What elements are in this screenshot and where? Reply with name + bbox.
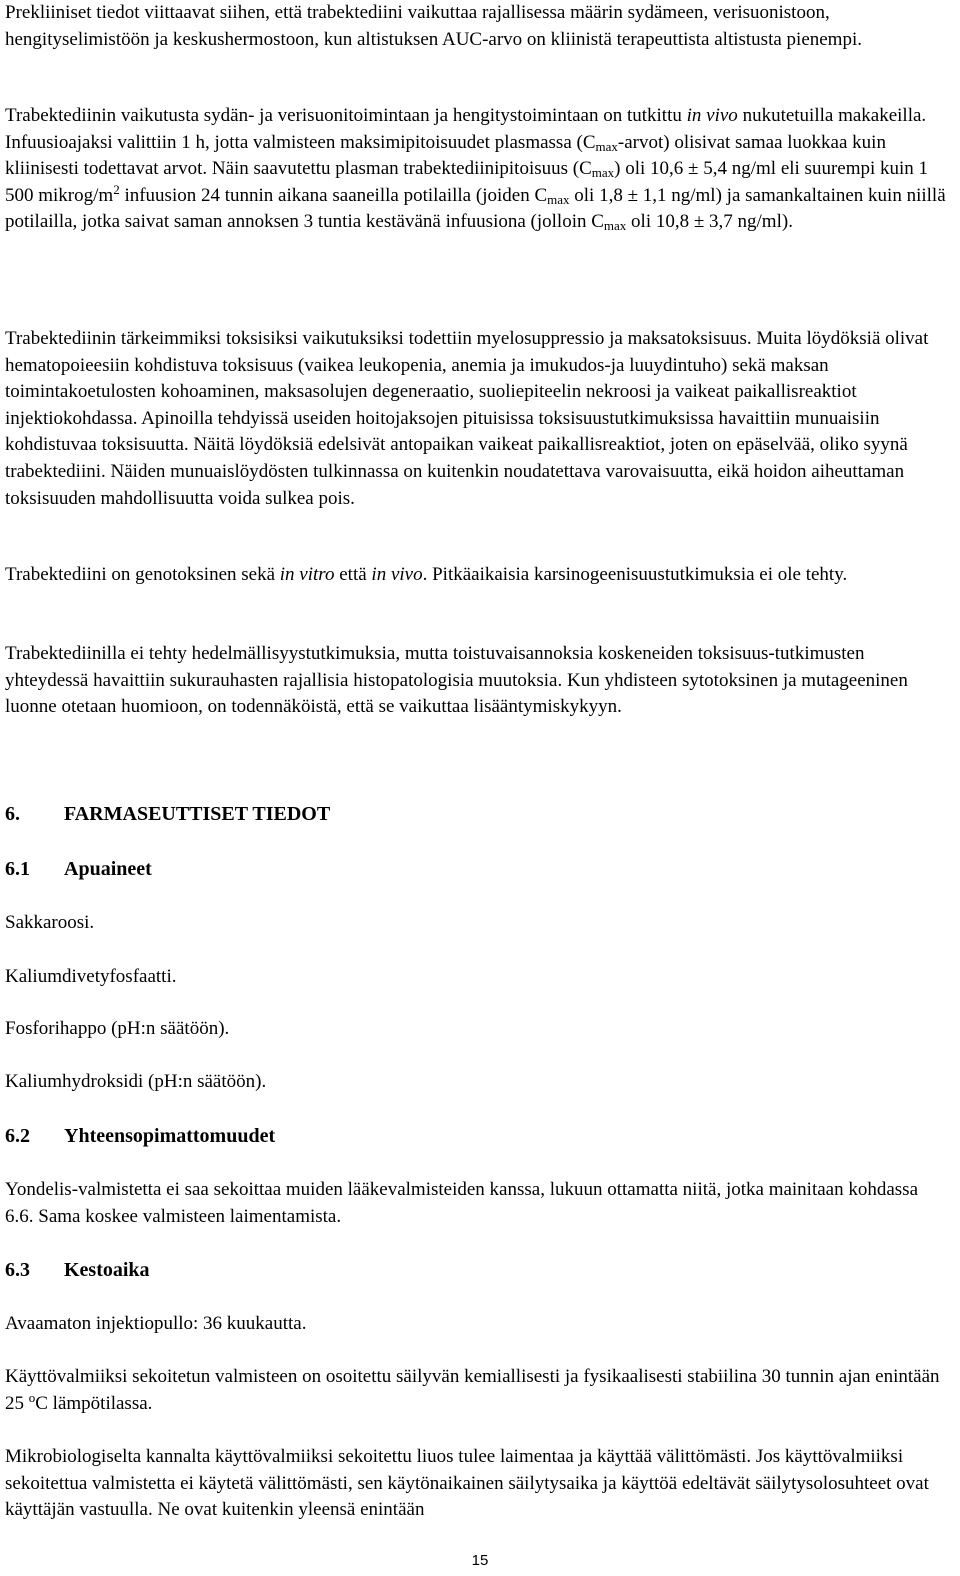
page-number: 15 [471, 1552, 489, 1569]
paragraph-cardiovascular: Trabektediinin vaikutusta sydän- ja verisuonitoimintaan ja hengitystoimintaan on tutkittu in vivo nukutetuilla makakeilla. Infuusioajaksi valittiin 1 h, jotta valmisteen maksimipitoisuudet plasmassa $(C_{max}-arvot)$ olisivat samaa luokkaa kuin kliinisesti todettavat arvot. Näin saavutettu plasman trabektediinipitoisuus $(C_{max})$ oli 10,6 ± 5,4 ng/ml eli suurempi kuin 1 500 mikrog/$m^2$ infuusion 24 tunnin aikana saaneilla potilailla (joiden $C_{max}$ oli 1,8 ± 1,1 ng/ml) ja samankaltainen kuin niillä potilailla, jotka saivat saman annoksen 3 tuntia kestävänä infuusiona (jolloin $C_{max}$ oli 10,8 ± 3,7 ng/ml). [5, 105, 946, 234]
section-heading-6: 6. FARMASEUTTISET TIEDOT [5, 803, 331, 825]
paragraph-shelf-life-reconstituted: Käyttövalmiiksi sekoitetun valmisteen on osoitettu säilyvän kemiallisesti ja fysikaalisesti stabiilina 30 tunnin ajan enintään 25 $^o$C lämpötilassa. [5, 1366, 940, 1414]
excipient-item: Kaliumdivetyfosfaatti. [5, 966, 177, 987]
paragraph-shelf-life-unopened: Avaamaton injektiopullo: 36 kuukautta. [5, 1313, 307, 1334]
paragraph-toxicity: Trabektediinin tärkeimmiksi toksisiksi vaikutuksiksi todettiin myelosuppressio ja maksatoksisuus. Muita löydöksiä olivat hematopoieesiin kohdistuva toksisuus (vaikea leukopenia, anemia ja imukudos-ja luuydintuho) sekä maksan toimintakoetulosten kohoaminen, maksasolujen degeneraatio, suoliepiteelin nekroosi ja vaikeat paikallisreaktiot injektiokohdassa. Apinoilla tehdyissä useiden hoitojaksojen pituisissa toksisuustutkimuksissa havaittiin munuaisiin kohdistuvaa toksisuutta. Näitä löydöksiä edelsivät antopaikan vaikeat paikallisreaktiot, joten on epäselvää, oliko syynä trabektediini. Näiden munuaislöydösten tulkinnassa on kuitenkin noudatettava varovaisuutta, eikä hoidon aiheuttaman toksisuuden mahdollisuutta voida sulkea pois. [5, 328, 929, 509]
section-heading-6-1: 6.1 Apuaineet [5, 858, 152, 880]
paragraph-preclinical: Prekliiniset tiedot viittaavat siihen, että trabektediini vaikuttaa rajallisessa määrin sydämeen, verisuonistoon, hengityselimistöön ja keskushermostoon, kun altistuksen AUC-arvo on kliinistä terapeuttista altistusta pienempi. [5, 2, 862, 50]
paragraph-microbiological: Mikrobiologiselta kannalta käyttövalmiiksi sekoitettu liuos tulee laimentaa ja käyttää välittömästi. Jos käyttövalmiiksi sekoitettua valmistetta ei käytetä välittömästi, sen käytönaikainen säilytysaika ja käyttöä edeltävät säilytysolosuhteet ovat käyttäjän vastuulla. Ne ovat kuitenkin yleensä enintään [5, 1446, 929, 1521]
paragraph-genotoxicity: Trabektediini on genotoksinen sekä in vitro että in vivo. Pitkäaikaisia karsinogeenisuustutkimuksia ei ole tehty. [5, 564, 848, 585]
excipient-item: Fosforihappo (pH:n säätöön). [5, 1018, 230, 1039]
paragraph-fertility: Trabektediinilla ei tehty hedelmällisyystutkimuksia, mutta toistuvaisannoksia koskeneiden toksisuus-tutkimusten yhteydessä havaittiin sukurauhasten rajallisia histopatologisia muutoksia. Kun yhdisteen sytotoksinen ja mutageeninen luonne otetaan huomioon, on todennäköistä, että se vaikuttaa lisääntymiskykyyn. [5, 643, 908, 718]
italic-in-vivo: in vivo [686, 105, 738, 126]
section-heading-6-2: 6.2 Yhteensopimattomuudet [5, 1125, 276, 1147]
paragraph-incompatibilities: Yondelis-valmistetta ei saa sekoittaa muiden lääkevalmisteiden kanssa, lukuun ottamatta niitä, jotka mainitaan kohdassa 6.6. Sama koskee valmisteen laimentamista. [5, 1179, 919, 1227]
section-heading-6-3: 6.3 Kestoaika [5, 1259, 150, 1281]
excipient-item: Kaliumhydroksidi (pH:n säätöön). [5, 1071, 267, 1092]
excipient-item: Sakkaroosi. [5, 912, 95, 933]
